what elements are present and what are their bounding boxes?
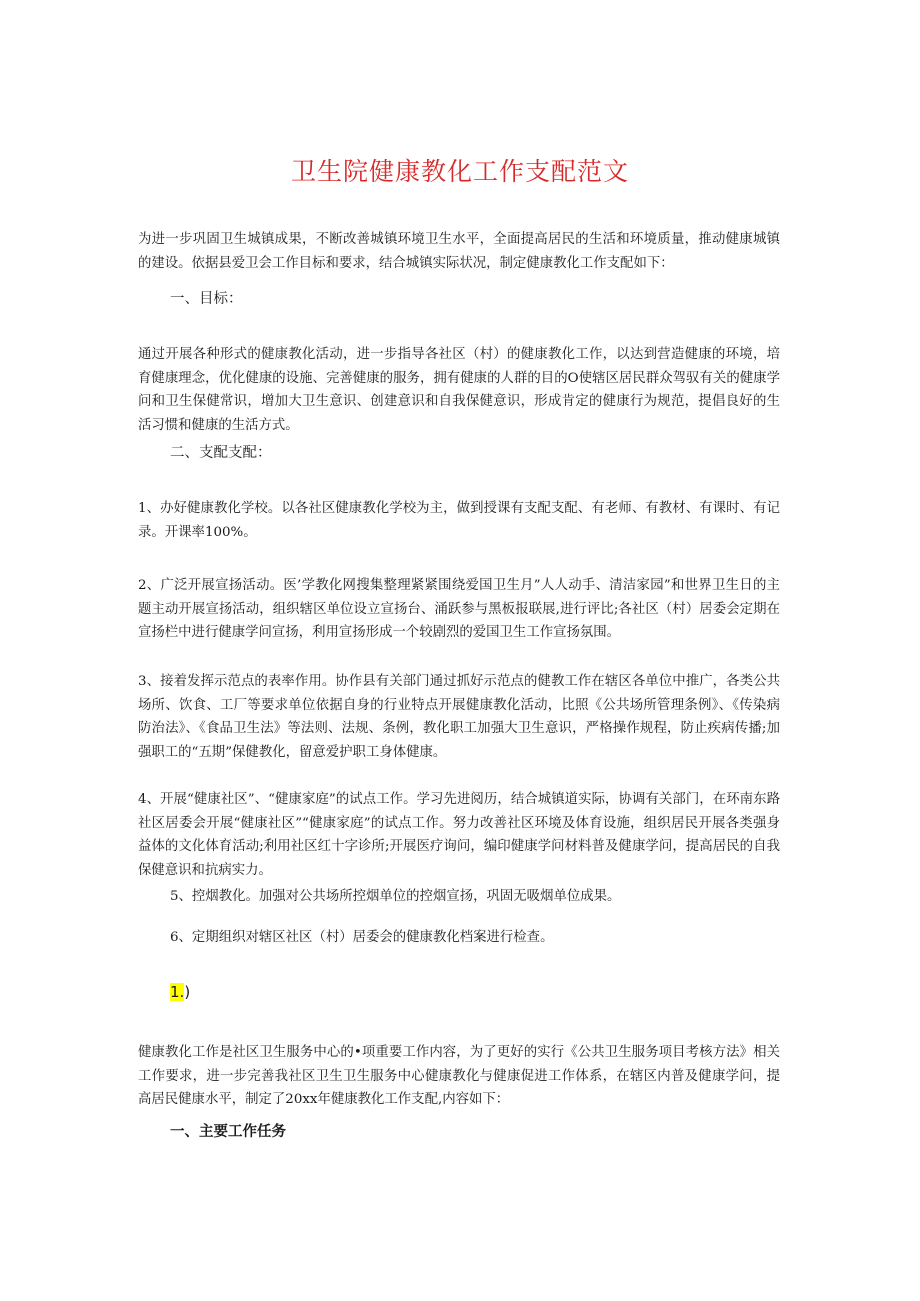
plan-item-4: 4、开展“健康社区”、“健康家庭”的试点工作。学习先进阅历，结合城镇道实际，协调有关部门，在环南东路社区居委会开展“健康社区”“健康家庭”的试点工作。努力改善社区环境及体育设施，组织居民开展各类强身益体的文化体育活动;利用社区红十字诊所;开展医疗询问，编印健康学问材料普及健康学问，提高居民的自我保健意识和抗病实力。 [138, 792, 780, 878]
plan-item-6: 6、定期组织对辖区社区（村）居委会的健康教化档案进行检查。 [170, 930, 554, 945]
section-heading-goal: 一、目标： [170, 291, 243, 307]
document-title: 卫生院健康教化工作支配范文 [290, 157, 629, 186]
second-intro-paragraph: 健康教化工作是社区卫生服务中心的•项重要工作内容，为了更好的实行《公共卫生服务项目考核方法》相关工作要求，进一步完善我社区卫生卫生服务中心健康教化与健康促进工作体系，在辖区内普及健康学问，提高居民健康水平，制定了20xx年健康教化工作支配,内容如下： [138, 1045, 780, 1107]
section-heading-plan: 二、支配支配： [170, 445, 272, 461]
section-heading-main-tasks: 一、主要工作任务 [170, 1124, 286, 1140]
highlighted-list-marker [170, 983, 190, 1001]
highlight-mark: 1. [170, 983, 185, 1001]
plan-item-3: 3、接着发挥示范点的表率作用。协作县有关部门通过抓好示范点的健教工作在辖区各单位中推广，各类公共场所、饮食、工厂等要求单位依据自身的行业特点开展健康教化活动，比照《公共场所管理条例》、《传染病防治法》、《食品卫生法》等法则、法规、条例，教化职工加强大卫生意识，严格操作规程，防止疾病传播;加强职工的“五期”保健教化，留意爱护职工身体健康。 [138, 674, 780, 760]
plan-item-2: 2、广泛开展宣扬活动。医’学教化网搜集整理紧紧围绕爱国卫生月”人人动手、清洁家园”和世界卫生日的主题主动开展宣扬活动，组织辖区单位设立宣扬台、涌跃参与黑板报联展,进行评比;各社区（村）居委会定期在宣扬栏中进行健康学问宣扬，利用宣扬形成一个较剧烈的爱国卫生工作宣扬氛围。 [138, 578, 780, 640]
intro-paragraph: 为进一步巩固卫生城镇成果，不断改善城镇环境卫生水平，全面提高居民的生活和环境质量，推动健康城镇的建设。依据县爱卫会工作目标和要求，结合城镇实际状况，制定健康教化工作支配如下： [138, 232, 780, 271]
plan-item-5: 5、控烟教化。加强对公共场所控烟单位的控烟宣扬，巩固无吸烟单位成果。 [170, 889, 621, 904]
plan-item-1: 1、办好健康教化学校。以各社区健康教化学校为主，做到授课有支配支配、有老师、有教材、有课时、有记录。开课率100%。 [138, 501, 780, 540]
goal-paragraph: 通过开展各种形式的健康教化活动，进一步指导各社区（村）的健康教化工作，以达到营造健康的环境，培育健康理念，优化健康的设施、完善健康的服务，拥有健康的人群的目的O使辖区居民群众驾驭有关的健康学问和卫生保健常识，增加大卫生意识、创建意识和自我保健意识，形成肯定的健康行为规范，提倡良好的生活习惯和健康的生活方式。 [138, 347, 780, 433]
marker-paren: ) [184, 983, 191, 1001]
